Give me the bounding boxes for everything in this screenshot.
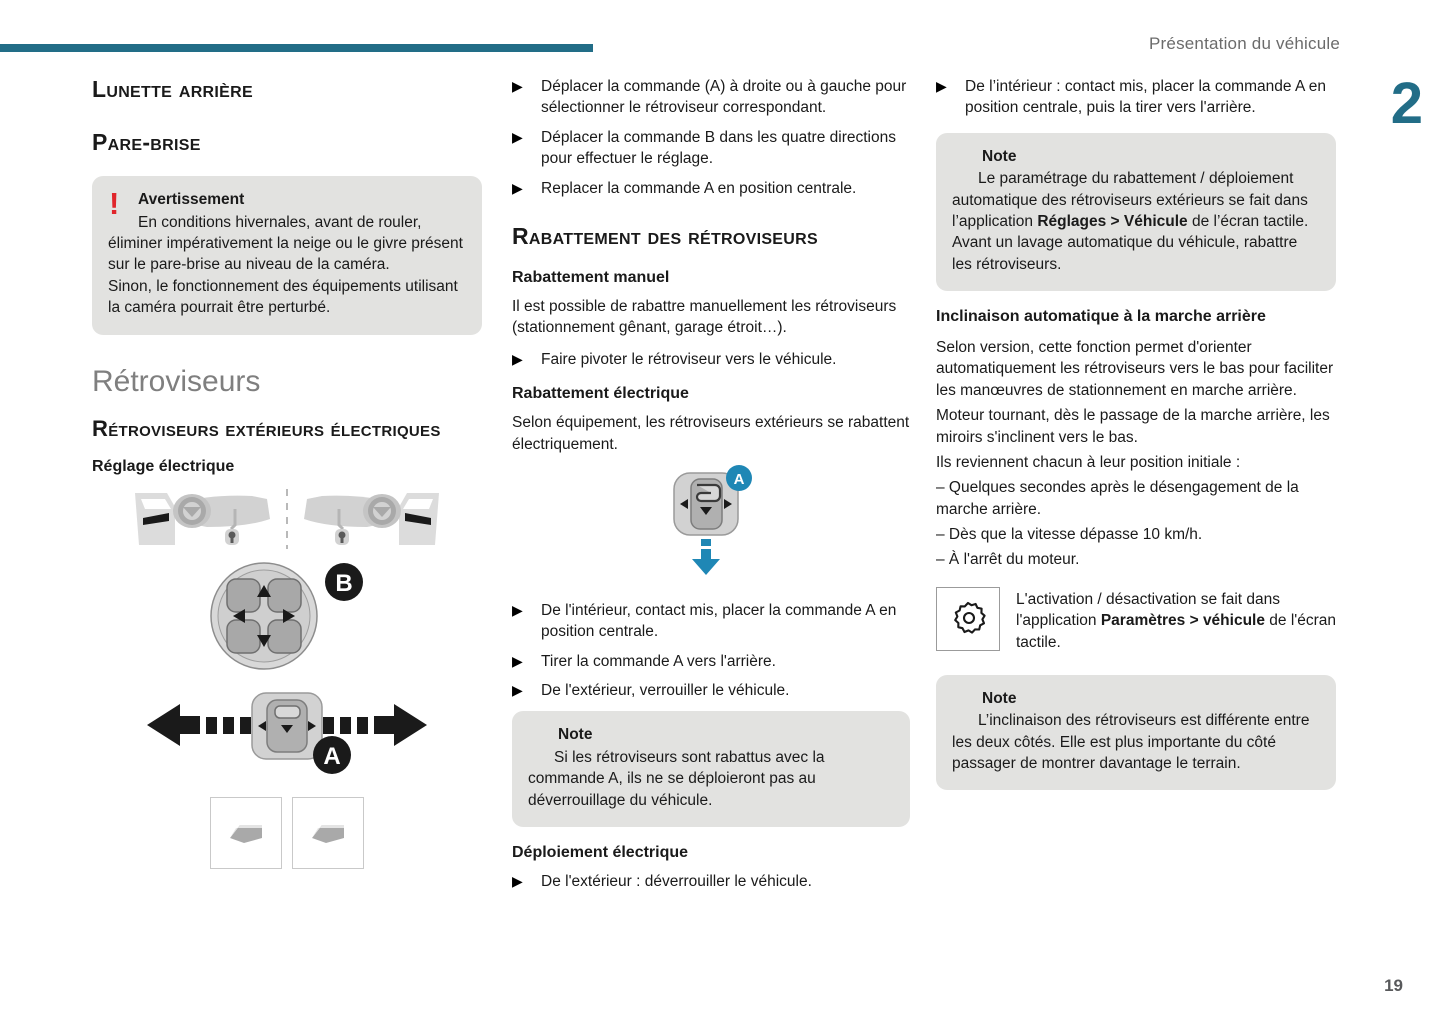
gear-text-bold: Paramètres > véhicule — [1100, 612, 1265, 630]
bullet-text: Replacer la commande A en position centrale. — [541, 179, 857, 197]
door-icon-box-right — [292, 797, 364, 869]
note-callout-mid — [512, 711, 910, 827]
triangle-bullet-icon: ▶ — [512, 652, 523, 669]
switch-a-illustration — [142, 683, 432, 778]
subheading-rabattement-manuel: Rabattement manuel — [512, 269, 670, 286]
page-header-title: Présentation du véhicule — [1149, 34, 1340, 53]
heading-rabattement-retroviseurs: Rabattement des rétroviseurs — [512, 222, 818, 249]
note-callout-bottom — [936, 675, 1336, 791]
gear-note-block — [936, 587, 1336, 653]
note-body-bold: Réglages > Véhicule — [1037, 212, 1188, 230]
note-title: Note — [982, 689, 1017, 707]
bullet-item — [512, 178, 910, 199]
bullet-text: De l'extérieur, verrouiller le véhicule. — [541, 682, 790, 699]
section-title-retroviseurs: Rétroviseurs — [92, 364, 261, 398]
note-body-text: commande A, ils ne se déploieront pas au déverrouillage du véhicule. — [528, 770, 816, 809]
figure-fold-switch-a — [512, 465, 910, 582]
dash-item: – À l'arrêt du moteur. — [936, 551, 1080, 569]
heading-inclinaison-automatique: Inclinaison automatique à la marche arrière — [936, 308, 1266, 325]
subheading-deploiement-electrique: Déploiement électrique — [512, 843, 689, 861]
note-body-text: entre les deux côtés. Elle est plus importante du côté passager de montrer davantage le terrain. — [952, 712, 1310, 772]
bullet-text: Déplacer la commande (A) à droite ou à gauche pour sélectionner le rétroviseur correspondant. — [541, 78, 907, 117]
svg-text:A: A — [733, 470, 745, 488]
para-inclinaison-3: Ils reviennent chacun à leur position initiale : — [936, 453, 1241, 471]
bullet-item — [512, 600, 910, 643]
figure-switch-a — [92, 683, 482, 783]
warning-title: Avertissement — [138, 191, 245, 209]
door-mirror-icon — [224, 816, 268, 850]
fold-switch-illustration — [656, 465, 766, 577]
triangle-bullet-icon: ▶ — [512, 601, 523, 618]
triangle-bullet-icon: ▶ — [512, 872, 523, 889]
gear-icon-box — [936, 587, 1000, 651]
warning-body — [108, 212, 466, 319]
note-body — [952, 168, 1320, 275]
para-inclinaison-1: Selon version, cette fonction permet d'orienter automatiquement les rétroviseurs vers le bas pour faciliter les manœuvres de stationnement en marche arrière. — [936, 339, 1334, 399]
text-rabattement-manuel: Il est possible de rabattre manuellement les rétroviseurs (stationnement gênant, garage étroit…). — [512, 298, 897, 337]
figure-door-icons — [92, 797, 482, 869]
dash-item: – Dès que la vitesse dépasse 10 km/h. — [936, 526, 1203, 543]
header-rule — [0, 44, 593, 52]
dash-item: – Quelques secondes après le désengagement de la marche arrière. — [936, 479, 1299, 518]
bullet-text: Tirer la commande A vers l'arrière. — [541, 652, 776, 670]
para-inclinaison-2: Moteur tournant, dès le passage de la marche arrière, les miroirs s'inclinent vers le bas. — [936, 407, 1330, 446]
note-body-post: de l’écran tactile. — [1187, 212, 1309, 230]
bullet-item — [512, 76, 910, 119]
note-title: Note — [558, 726, 593, 744]
chapter-number: 2 — [1390, 71, 1423, 136]
note-line1: L’inclinaison des rétroviseurs est différente — [978, 712, 1270, 730]
bullet-item — [512, 127, 910, 170]
control-pad-b-illustration — [172, 560, 402, 672]
note-title: Note — [982, 147, 1017, 165]
door-mirror-icon — [306, 816, 350, 850]
triangle-bullet-icon: ▶ — [512, 128, 523, 145]
bullet-text: De l’intérieur : contact mis, placer la commande A en position centrale, puis la tirer vers l'arrière. — [965, 78, 1326, 117]
figure-dashboards — [92, 485, 482, 558]
bullet-item — [512, 680, 910, 701]
warning-body-text: éliminer impérativement la neige ou le givre présent sur le pare-brise au niveau de la caméra. — [108, 235, 463, 274]
note-body — [528, 747, 894, 811]
subheading-reglage-electrique: Réglage électrique — [92, 458, 235, 476]
heading-lunette-arriere: Lunette arrière — [92, 76, 253, 102]
triangle-bullet-icon: ▶ — [512, 682, 523, 698]
bullet-text: Faire pivoter le rétroviseur vers le véhicule. — [541, 350, 837, 368]
svg-text:B: B — [335, 570, 353, 598]
bullet-item — [512, 651, 910, 672]
gear-text-post: de l'écran tactile. — [1016, 612, 1337, 651]
note-body-text2: Avant un lavage automatique du véhicule, rabattre les rétroviseurs. — [952, 234, 1298, 273]
bullet-item — [512, 349, 910, 370]
heading-retroviseurs-exterieurs: Rétroviseurs extérieurs électriques — [92, 415, 441, 441]
bullet-item — [936, 76, 1336, 119]
middle-column — [512, 76, 910, 900]
bullet-text: Déplacer la commande B dans les quatre directions pour effectuer le réglage. — [541, 128, 896, 168]
page-number: 19 — [1384, 976, 1403, 995]
gear-text-pre: L'activation / désactivation se fait dans l'application — [1016, 590, 1281, 630]
note-body — [952, 710, 1320, 774]
left-column — [92, 76, 482, 869]
warning-line1: En conditions hivernales, avant de rouler, — [138, 213, 422, 231]
note-callout-top — [936, 133, 1336, 291]
triangle-bullet-icon: ▶ — [512, 78, 523, 94]
right-column — [936, 76, 1336, 804]
gear-icon — [948, 599, 988, 639]
dashboard-illustration — [127, 485, 447, 553]
note-body-pre: déploiement automatique des rétroviseurs extérieurs se fait dans l’application — [952, 170, 1308, 230]
triangle-bullet-icon: ▶ — [512, 350, 523, 367]
svg-text:A: A — [323, 743, 341, 771]
note-line1: Si les rétroviseurs sont rabattus avec la — [554, 748, 825, 766]
bullet-text: De l'intérieur, contact mis, placer la commande A en position centrale. — [541, 601, 897, 641]
bullet-text: De l'extérieur : déverrouiller le véhicule. — [541, 872, 812, 890]
text-rabattement-electrique: Selon équipement, les rétroviseurs extérieurs se rabattent électriquement. — [512, 414, 910, 453]
gear-note-text — [1016, 587, 1336, 653]
triangle-bullet-icon: ▶ — [936, 78, 947, 94]
subheading-rabattement-electrique: Rabattement électrique — [512, 385, 689, 403]
warning-callout — [92, 176, 482, 334]
triangle-bullet-icon: ▶ — [512, 179, 523, 196]
warning-body-text2: Sinon, le fonctionnement des équipements utilisant la caméra pourrait être perturbé. — [108, 277, 458, 317]
door-icon-box-left — [210, 797, 282, 869]
heading-pare-brise: Pare-brise — [92, 129, 201, 156]
warning-exclamation-icon: ! — [109, 186, 120, 222]
bullet-item — [512, 871, 910, 892]
note-line1: Le paramétrage du rabattement / — [978, 170, 1205, 188]
figure-control-pad-b — [92, 560, 482, 677]
